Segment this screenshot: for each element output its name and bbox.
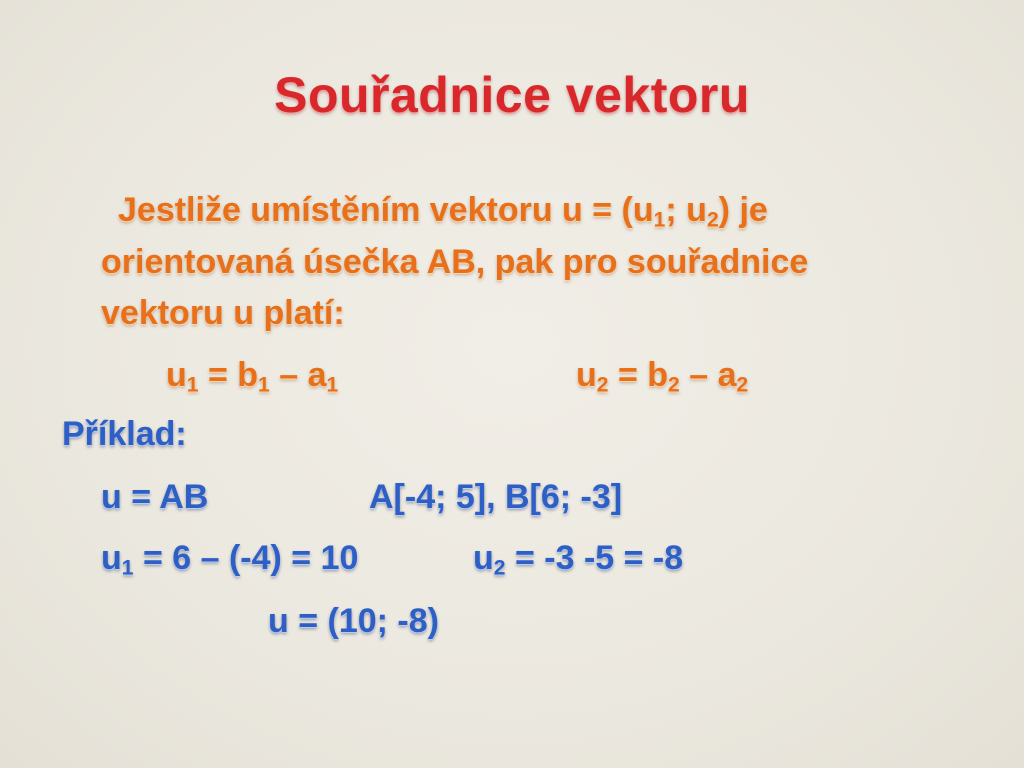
intro-line-2: orientovaná úsečka AB, pak pro souřadnice [101, 243, 809, 281]
slide-title: Souřadnice vektoru [274, 67, 750, 123]
example-calc-u2-sub: 2 [493, 556, 506, 580]
example-calc-u2 [473, 539, 684, 580]
formula-u2 [576, 356, 749, 397]
example-calc-u1-b: = 6 – (-4) = 10 [133, 539, 359, 577]
formula-u2-s3: 2 [736, 373, 749, 397]
formula-u1 [166, 356, 339, 397]
intro-sub-1: 1 [653, 208, 666, 232]
formula-u1-s3: 1 [326, 373, 339, 397]
intro-line-1-mid: ; u [665, 191, 707, 229]
formula-u1-s1: 1 [186, 373, 199, 397]
formula-u1-b: = b [198, 356, 259, 394]
example-calc-u2-b: = -3 -5 = -8 [505, 539, 684, 577]
intro-line-1-post: ) je [718, 191, 768, 229]
formula-u2-b: = b [608, 356, 669, 394]
formula-u2-s2: 2 [668, 373, 680, 397]
formula-u1-a: u [166, 356, 187, 394]
example-result: u = (10; -8) [268, 602, 439, 640]
formula-u2-c: – a [679, 356, 737, 394]
example-calc-u1-sub: 1 [121, 556, 134, 580]
example-calc-u2-a: u [473, 539, 494, 577]
example-vector: u = AB [101, 478, 209, 516]
formula-u2-s1: 2 [596, 373, 609, 397]
example-calc-u1 [101, 539, 359, 580]
intro-line-3: vektoru u platí: [101, 294, 345, 332]
example-heading: Příklad: [62, 415, 187, 453]
example-calc-u1-a: u [101, 539, 122, 577]
intro-line-1-pre: Jestliže umístěním vektoru u = (u [118, 191, 654, 229]
formula-u1-s2: 1 [258, 373, 270, 397]
formula-u1-c: – a [269, 356, 327, 394]
intro-sub-2: 2 [706, 208, 719, 232]
formula-u2-a: u [576, 356, 597, 394]
intro-line-1 [118, 191, 768, 232]
example-points: A[-4; 5], B[6; -3] [369, 478, 623, 516]
